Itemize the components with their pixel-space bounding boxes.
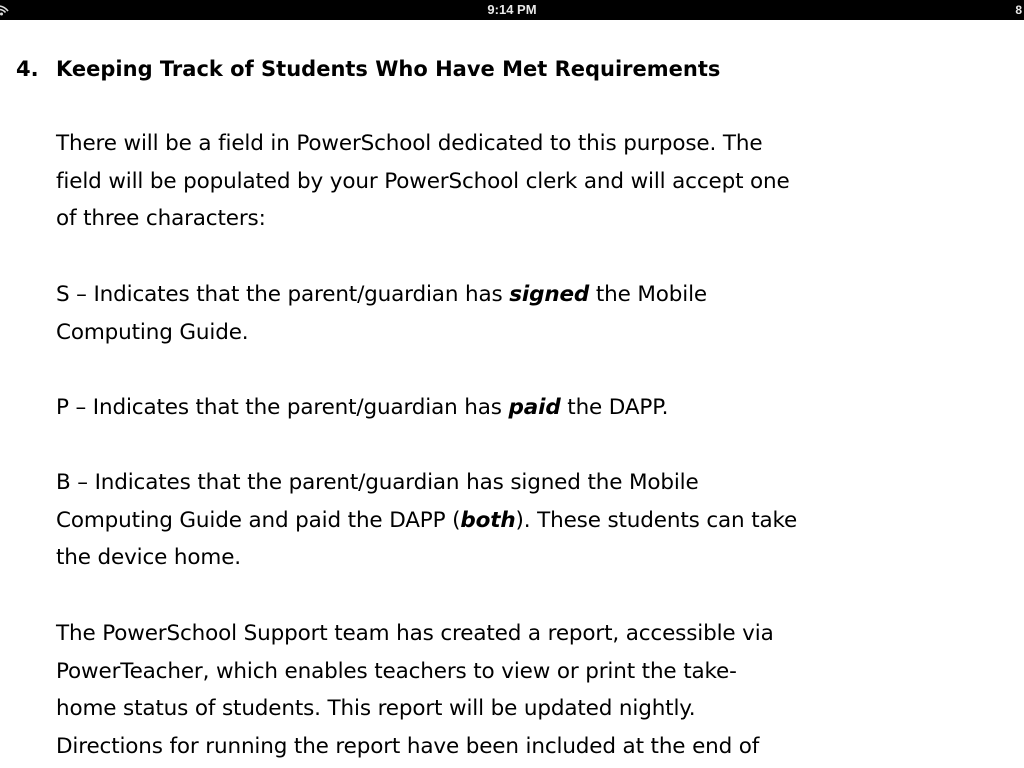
text-line: PowerTeacher, which enables teachers to view or print the take- (56, 658, 737, 684)
emphasis-signed: signed (509, 282, 590, 307)
code-p-text: P – Indicates that the parent/guardian has (56, 395, 509, 420)
text-line: Directions for running the report have been included at the end of (56, 734, 760, 760)
section-heading (16, 55, 720, 83)
text-line (56, 502, 956, 540)
code-s-paragraph (56, 276, 956, 351)
text-line: The PowerSchool Support team has created a report, accessible via (56, 621, 774, 646)
text-line (56, 389, 956, 427)
text-line (56, 276, 956, 314)
emphasis-paid: paid (508, 395, 561, 420)
section-number: 4. (16, 57, 39, 81)
report-paragraph (56, 615, 956, 766)
code-b-text-end: ). These students can take (515, 507, 798, 533)
text-line: There will be a field in PowerSchool dedicated to this purpose. The (56, 131, 763, 156)
code-b-text: Computing Guide and paid the DAPP ( (56, 507, 461, 533)
text-line: of three characters: (56, 206, 266, 232)
text-line: Computing Guide. (56, 319, 249, 345)
text-line: the device home. (56, 545, 241, 571)
intro-paragraph (56, 125, 956, 238)
section-title: Keeping Track of Students Who Have Met Requirements (56, 57, 721, 81)
document-page (0, 20, 1024, 768)
code-p-paragraph (56, 389, 956, 427)
text-line: home status of students. This report will be updated nightly. (56, 696, 696, 722)
text-line: field will be populated by your PowerSchool clerk and will accept one (56, 168, 790, 194)
code-b-paragraph (56, 464, 956, 577)
status-bar (0, 0, 1024, 20)
emphasis-both: both (460, 507, 516, 533)
status-time: 9:14 PM (487, 2, 537, 17)
code-s-text-end: the Mobile (589, 282, 708, 307)
battery-indicator: 8 (1015, 3, 1022, 17)
code-s-text: S – Indicates that the parent/guardian has (56, 282, 510, 307)
code-p-text-end: the DAPP. (560, 395, 669, 420)
text-line: B – Indicates that the parent/guardian has signed the Mobile (56, 470, 699, 495)
